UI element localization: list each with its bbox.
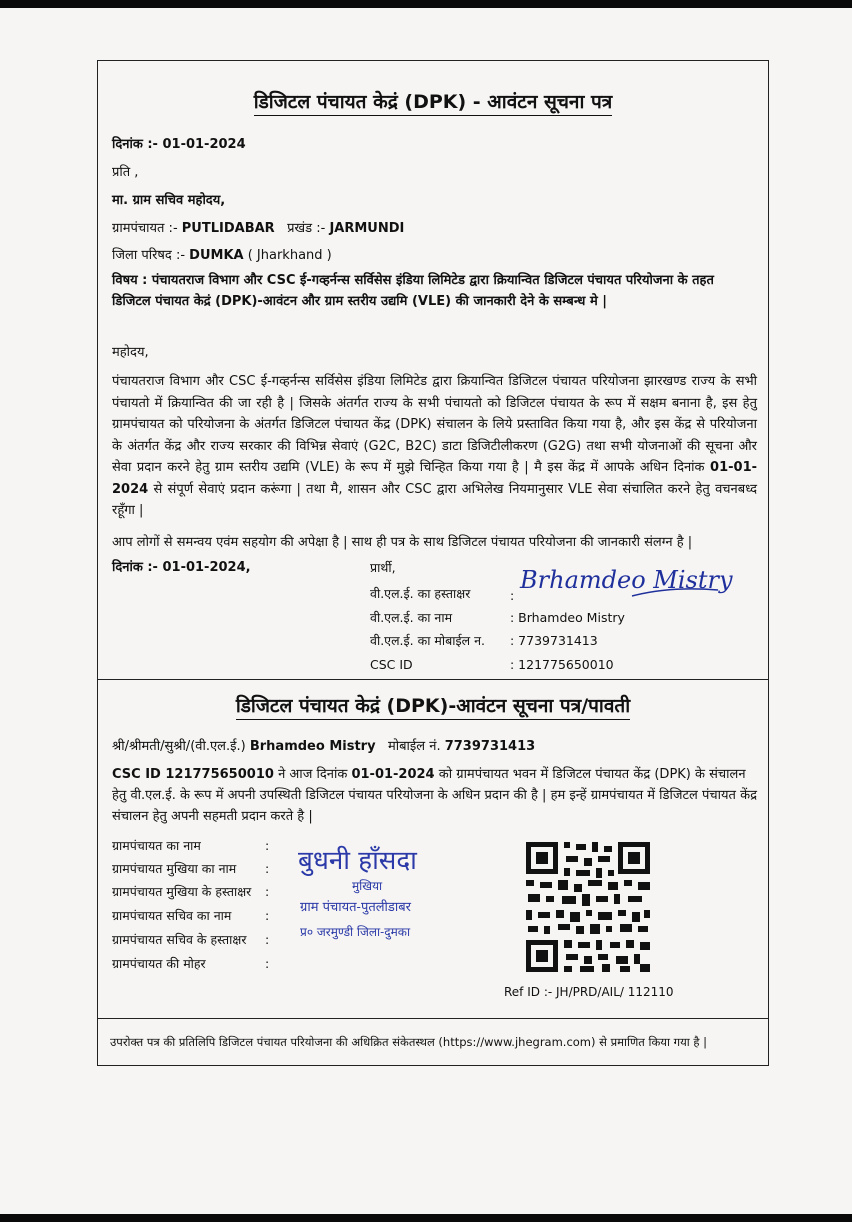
stamp-line-2: ग्राम पंचायत-पुतलीडाबर [300,900,411,915]
field-colon: : [265,908,270,923]
field-label-mukhiya-sign: ग्रामपंचायत मुखिया के हस्ताक्षर [112,884,252,899]
field-colon: : [265,861,270,876]
csc-label: CSC ID [370,657,413,672]
stamp-line-3: प्र० जरमुण्डी जिला-दुमका [300,925,411,939]
vle-sign-colon: : [510,588,515,603]
prati-line: प्रति , [112,165,139,180]
ref-id: Ref ID :- JH/PRD/AIL/ 112110 [504,985,674,999]
qr-code [524,840,652,974]
gram-block-line: ग्रामपंचायत :- PUTLIDABAR प्रखंड :- JARMUNDI [112,221,405,236]
prarthi: प्रार्थी, [370,560,396,575]
vle-signature: Brhamdeo Mistry [520,566,733,594]
field-colon: : [265,884,270,899]
vle-name: : Brhamdeo Mistry [510,610,625,625]
letter-body-2: आप लोगों से समन्वय एवंम सहयोग की अपेक्षा है | साथ ही पत्र के साथ डिजिटल पंचायत परियोजना की जानकारी संलग्न है | [112,535,693,550]
field-colon: : [265,956,270,971]
footer-note: उपरोक्त पत्र की प्रतिलिपि डिजिटल पंचायत परियोजना की अधिक्रित संकेतस्थल (https://www.jhegram.com) से प्रमाणित किया गया है | [110,1035,708,1049]
field-label-seal: ग्रामपंचायत की मोहर [112,956,206,971]
field-label-mukhiya-name: ग्रामपंचायत मुखिया का नाम [112,861,237,876]
ack-title: डिजिटल पंचायत केद्रं (DPK)-आवंटन सूचना पत्र/पावती [97,692,769,718]
sign-date: दिनांक :- 01-01-2024, [112,560,251,575]
field-label-sachiv-name: ग्रामपंचायत सचिव का नाम [112,908,232,923]
signature-stroke [630,582,720,600]
section-divider [97,679,769,680]
field-label-sachiv-sign: ग्रामपंचायत सचिव के हस्ताक्षर [112,932,247,947]
field-colon: : [265,932,270,947]
subject: विषय : पंचायतराज विभाग और CSC ई-गव्हर्नन्स सर्विसेस इंडिया लिमिटेड द्वारा क्रियान्वित डिजिटल पंचायत परियोजना के तहत डिजिटल पंचायत केद्रं (DPK)-आवंटन और ग्राम स्तरीय उद्यमि (VLE) की जानकारी देने के सम्बन्ध मे | [112,273,714,309]
ack-text: CSC ID 121775650010 ने आज दिनांक 01-01-2024 को ग्रामपंचायत भवन में डिजिटल पंचायत केंद्र (DPK) के संचालन हेतु वी.एल.ई. के रूप में अपनी उपस्थिती डिजिटल पंचायत परियोजना के अधिन प्रदान की है | हम इन्हें ग्रामपंचायत में डिजिटल पंचायत केंद्र संचालन हेतु अपनी सहमती प्रदान करते है | [112,767,757,824]
ack-person-line: श्री/श्रीमती/सुश्री/(वी.एल.ई.) Brhamdeo Mistry मोबाईल नं. 7739731413 [112,739,536,754]
csc-value: : 121775650010 [510,657,614,672]
mukhiya-signature: बुधनी हाँसदा [298,846,417,876]
vle-mobile-label: वी.एल.ई. का मोबाईल न. [370,633,486,648]
district-line: जिला परिषद :- DUMKA ( Jharkhand ) [112,248,332,263]
field-colon: : [265,838,270,853]
date-line: दिनांक :- 01-01-2024 [112,137,246,152]
addressee: मा. ग्राम सचिव महोदय, [112,193,226,208]
letter-title: डिजिटल पंचायत केद्रं (DPK) - आवंटन सूचना पत्र [97,88,769,114]
letter-body: पंचायतराज विभाग और CSC ई-गव्हर्नन्स सर्विसेस इंडिया लिमिटेड द्वारा क्रियान्वित डिजिटल पंचायत परियोजना झारखण्ड राज्य के सभी पंचायतो में क्रियान्वित की जा रही है | जिसके अंतर्गत राज्य के सभी पंचायतो को डिजिटल पंचायत के रूप में सक्षम बनाना है, इस हेतु ग्रामपंचायत को परियोजना के अंतर्गत डिजिटल पंचायत केंद्र (DPK) संचालन के लिये प्रस्तावित किया गया है, और इस केंद्र से परियोजना के अंतर्गत केंद्र और राज्य सरकार की विभिन्न सेवाएं (G2C, B2C) डाटा डिजिटीलीकरण (G2G) तथा सभी योजनाओं की सूचना और सेवा प्रदान करने हेतु ग्राम स्तरीय उद्यमि (VLE) के रूप में मुझे चिन्हित किया गया है | मै इस केंद्र में आपके अधिन दिनांक 01-01-2024 से संपूर्ण सेवाएं प्रदान करूंगा | तथा मै, शासन और CSC द्वारा अभिलेख नियमानुसार VLE सेवा संचालित करने हेतु वचनबध्द रहूँगा | [112,374,758,518]
salutation: महोदय, [112,345,149,360]
stamp-line-1: मुखिया [352,879,383,893]
vle-sign-label: वी.एल.ई. का हस्ताक्षर [370,586,471,601]
footer-divider [97,1018,769,1019]
field-label-gp-name: ग्रामपंचायत का नाम [112,838,201,853]
vle-name-label: वी.एल.ई. का नाम [370,610,453,625]
vle-mobile: : 7739731413 [510,633,598,648]
